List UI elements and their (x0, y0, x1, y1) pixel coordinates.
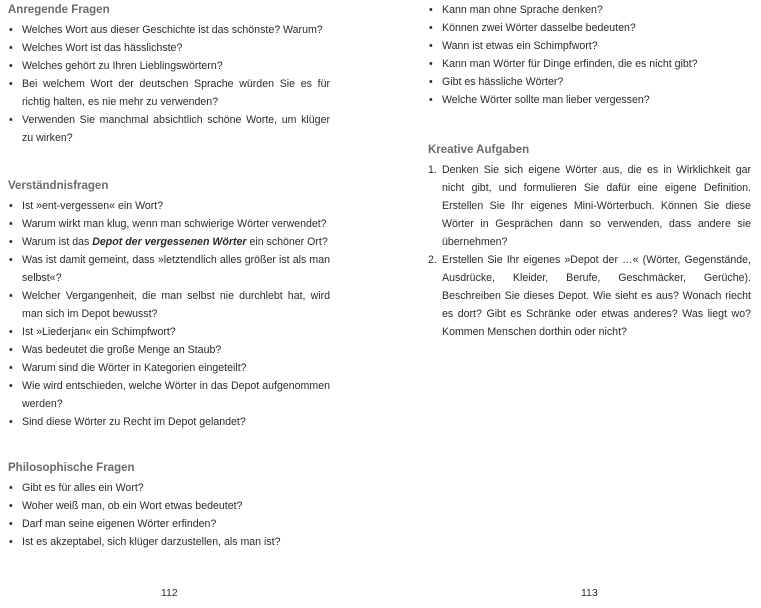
list-item: • Kann man ohne Sprache denken? (428, 1, 751, 19)
list-item: • Bei welchem Wort der deutschen Sprache würden Sie es für richtig halten, es nie mehr zu verwenden? (8, 75, 330, 111)
list-item: • Was bedeutet die große Menge an Staub? (8, 341, 330, 359)
section-philosophische-fragen (8, 460, 330, 551)
list-item: • Welcher Vergangenheit, die man selbst nie durchlebt hat, wird man sich im Depot bewusst? (8, 287, 330, 323)
list-item-depot (8, 233, 330, 251)
question-list (8, 21, 330, 147)
section-title: Philosophische Fragen (8, 462, 135, 474)
list-item: • Verwenden Sie manchmal absichtlich schöne Worte, um klüger zu wirken? (8, 111, 330, 147)
list-item: • Gibt es hässliche Wörter? (428, 73, 751, 91)
section-title: Kreative Aufgaben (428, 144, 530, 156)
list-item: • Welche Wörter sollte man lieber vergessen? (428, 91, 751, 109)
list-item: • Ist es akzeptabel, sich klüger darzustellen, als man ist? (8, 533, 330, 551)
list-item: • Woher weiß man, ob ein Wort etwas bedeutet? (8, 497, 330, 515)
numbered-item (428, 161, 751, 251)
list-item: • Gibt es für alles ein Wort? (8, 479, 330, 497)
page-number: 113 (581, 587, 598, 599)
section-title: Anregende Fragen (8, 4, 110, 16)
list-item: • Kann man Wörter für Dinge erfinden, die es nicht gibt? (428, 55, 751, 73)
list-item: • Welches gehört zu Ihren Lieblingswörtern? (8, 57, 330, 75)
page-number: 112 (161, 587, 178, 599)
list-item: • Warum wirkt man klug, wenn man schwierige Wörter verwendet? (8, 215, 330, 233)
question-list (8, 479, 330, 551)
text-before: Warum ist das (22, 236, 93, 248)
list-item: • Welches Wort aus dieser Geschichte ist das schönste? Warum? (8, 21, 330, 39)
list-item: • Darf man seine eigenen Wörter erfinden? (8, 515, 330, 533)
list-item: • Können zwei Wörter dasselbe bedeuten? (428, 19, 751, 37)
question-list (428, 1, 751, 109)
list-item: • Warum sind die Wörter in Kategorien eingeteilt? (8, 359, 330, 377)
question-list (8, 197, 330, 431)
list-item: • Was ist damit gemeint, dass »letztendlich alles größer ist als man selbst«? (8, 251, 330, 287)
item-number: 1. (428, 164, 437, 176)
section-verstaendnisfragen (8, 178, 330, 431)
book-title: Depot der vergessenen Wörter (92, 236, 247, 248)
section-kreative-aufgaben (428, 142, 751, 341)
item-number: 2. (428, 254, 437, 266)
list-item: • Wie wird entschieden, welche Wörter in das Depot aufgenommen werden? (8, 377, 330, 413)
list-item: • Ist »Liederjan« ein Schimpfwort? (8, 323, 330, 341)
list-item: • Welches Wort ist das hässlichste? (8, 39, 330, 57)
section-continued-questions (428, 1, 751, 109)
list-item: • Wann ist etwas ein Schimpfwort? (428, 37, 751, 55)
right-page (428, 0, 751, 608)
section-anregende-fragen (8, 2, 330, 147)
task-list (428, 161, 751, 341)
list-item: • Ist »ent-vergessen« ein Wort? (8, 197, 330, 215)
text-after: ein schöner Ort? (246, 236, 328, 248)
list-item: • Sind diese Wörter zu Recht im Depot gelandet? (8, 413, 330, 431)
item-text: Erstellen Sie Ihr eigenes »Depot der …« (Wörter, Gegenstände, Ausdrücke, Kleider, Berufe, Geschmäcker, Gerüche). Beschreiben Sie dieses Depot. Wie sieht es aus? Wonach riecht es dort? Gibt es Schränke oder etwas anderes? Was liegt wo? Kommen Menschen dorthin oder nicht? (442, 254, 751, 338)
section-title: Verständnisfragen (8, 180, 109, 192)
left-page (8, 0, 330, 608)
item-text: Denken Sie sich eigene Wörter aus, die es in Wirklichkeit gar nicht gibt, und formulieren Sie dafür eine eigene Definition. Erstellen Sie Ihr eigenes Mini-Wörterbuch. Können Sie diese Wörter in Gesprächen dann so verwenden, dass andere sie übernehmen? (442, 164, 751, 248)
numbered-item (428, 251, 751, 341)
